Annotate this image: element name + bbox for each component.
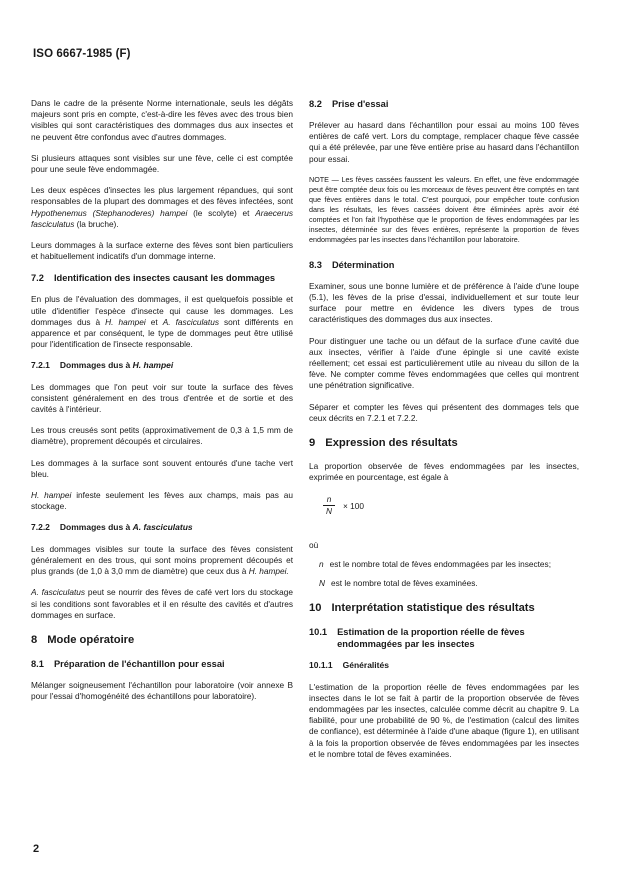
- section-heading-7-2-2: 7.2.2 Dommages dus à A. fasciculatus: [31, 522, 193, 533]
- note: NOTE — Les fèves cassées faussent les valeurs. En effet, une fève endommagée peut être comptée deux fois ou les morceaux de fèves peuvent être comptés en tant que fèves entières dans le total. C'est pourquoi, pour empêcher toute confusion dans les résultats, les fèves cassées doivent être éliminées après avoir été comptées et l'on fait l'hypothèse que le proportion de fèves endommagées par les insectes, déterminée sur des fèves entières, représente la proportion de fèves endommagées par les insectes dans l'échantillon pour laboratoire.: [309, 174, 579, 244]
- section-heading-7-2-1: 7.2.1 Dommages dus à H. hampei: [31, 360, 174, 371]
- variable-definitions: [319, 559, 579, 589]
- fraction: $\frac{n}{N}$: [323, 494, 335, 517]
- section-heading-8-2: 8.2 Prise d'essai: [309, 99, 389, 109]
- paragraph: Les dommages à la surface sont souvent entourés d'une tache vert bleu.: [31, 457, 293, 479]
- paragraph: Pour distinguer une tache ou un défaut de la surface d'une cavité due aux insectes, vérifier à l'aide d'une épingle si une cavité existe réellement; cet essai est particulièrement utile au niveau du sillon de la fève. Ne compter comme fèves endommagées que celles qui montrent une pénétration significative.: [309, 335, 579, 391]
- paragraph: Si plusieurs attaques sont visibles sur une fève, celle ci est comptée pour une seule fève endommagée.: [31, 152, 293, 175]
- right-column: [309, 98, 579, 770]
- section-heading-8-3: 8.3 Détermination: [309, 259, 395, 270]
- paragraph: Leurs dommages à la surface externe des fèves sont bien particuliers et habituellement indicatifs d'un dommage interne.: [31, 240, 293, 262]
- species-name: Araecerus fasciculatus: [31, 207, 294, 229]
- paragraph: Les dommages que l'on peut voir sur toute la surface des fèves consistent généralement en des trous d'entrée et de sortie et des cavités à l'intérieur.: [31, 381, 293, 415]
- formula: $\frac{n}{N}$ × 100: [309, 494, 579, 534]
- section-heading-9: 9 Expression des résultats: [309, 437, 458, 450]
- left-column: [31, 98, 293, 713]
- paragraph: Examiner, sous une bonne lumière et de préférence à l'aide d'une loupe (5.1), les fèves de la prise d'essai, individuellement et sur toute leur surface pour mettre en évidence les divers types de trous caractéristiques des dommages dus aux insectes.: [309, 280, 579, 325]
- paragraph: Mélanger soigneusement l'échantillon pour laboratoire (voir annexe B pour l'essai d'homogénéité des échantillons pour laboratoire).: [31, 680, 293, 702]
- paragraph: Les dommages visibles sur toute la surface des fèves consistent généralement en des trous, qui sont moins proprement découpés et plus grands (de 1,0 à 3,0 mm de diamètre) que ceux dus à H. hampei.: [31, 543, 293, 577]
- paragraph: Dans le cadre de la présente Norme internationale, seuls les dégâts majeurs sont pris en compte, c'est-à-dire les fèves avec des trous bien visibles qui sont caractéristiques des dommages dus aux insectes et ne peuvent être confondus avec d'autres dommages.: [31, 98, 293, 142]
- paragraph: Les deux espèces d'insectes les plus largement répandues, qui sont responsables de la plupart des dommages et des fèves infectées, sont Hypothenemus (Stephanoderes) hampei (le scolyte) et Araecerus fasciculatus (la bruche).: [31, 185, 294, 229]
- paragraph: Prélever au hasard dans l'échantillon pour essai au moins 100 fèves entières de café vert. Lors du comptage, remplacer chaque fève cassée qui a été prélevée, par une fève entière prise au hasard dans l'échantillon pour essai.: [309, 120, 579, 164]
- definition-row: N est le nombre total de fèves examinées.: [319, 578, 478, 589]
- paragraph: La proportion observée de fèves endommagées par les insectes, exprimée en pourcentage, est égale à: [309, 461, 579, 483]
- paragraph: L'estimation de la proportion réelle de fèves endommagées par les insectes dans le lot se fait à partir de la proportion observée de fèves endommagées par les insectes, calculée comme décrit au chapitre 9. La fiabilité, pour une probabilité de 90 %, de l'estimation (calcul des limites de confiance), est déterminée à l'aide d'une abaque (figure 1), en utilisant à la fois la proportion observée de fèves endommagées par les insectes et le nombre total de fèves examinées.: [309, 681, 579, 759]
- section-heading-7-2: 7.2 Identification des insectes causant les dommages: [31, 273, 276, 284]
- section-heading-10-1: 10.1 Estimation de la proportion réelle de fèves endommagées par les insectes: [309, 627, 525, 650]
- paragraph: Les trous creusés sont petits (approximativement de 0,3 à 1,5 mm de diamètre), proprement découpés et circulaires.: [31, 425, 293, 447]
- standard-header: ISO 6667-1985 (F): [33, 48, 131, 60]
- definition-row: n est le nombre total de fèves endommagées par les insectes;: [319, 558, 551, 569]
- where-label: où: [309, 539, 319, 550]
- section-heading-8: 8 Mode opératoire: [31, 633, 135, 646]
- section-heading-10-1-1: 10.1.1 Généralités: [309, 660, 389, 671]
- paragraph: Séparer et compter les fèves qui présentent des dommages tels que ceux décrits en 7.2.1 et 7.2.2.: [309, 401, 579, 423]
- section-heading-8-1: 8.1 Préparation de l'échantillon pour essai: [31, 659, 225, 670]
- paragraph: H. hampei infeste seulement les fèves aux champs, mais pas au stockage.: [31, 490, 293, 512]
- paragraph: A. fasciculatus peut se nourrir des fèves de café vert lors du stockage si les conditions sont favorables et il en résulte des cavités et d'autres dommages en surface.: [31, 587, 294, 620]
- page-number: 2: [33, 843, 40, 855]
- species-name: Hypothenemus (Stephanoderes) hampei: [31, 207, 188, 218]
- section-heading-10: 10 Interprétation statistique des résultats: [309, 602, 535, 615]
- paragraph: En plus de l'évaluation des dommages, il est quelquefois possible et utile d'identifier l'espèce d'insecte qui cause les dommages. Les dommages dus à H. hampei et A. fasciculatus sont différents en apparence et par conséquent, le type de dommages peut être utilisé pour l'identification de l'insecte responsable.: [31, 294, 294, 350]
